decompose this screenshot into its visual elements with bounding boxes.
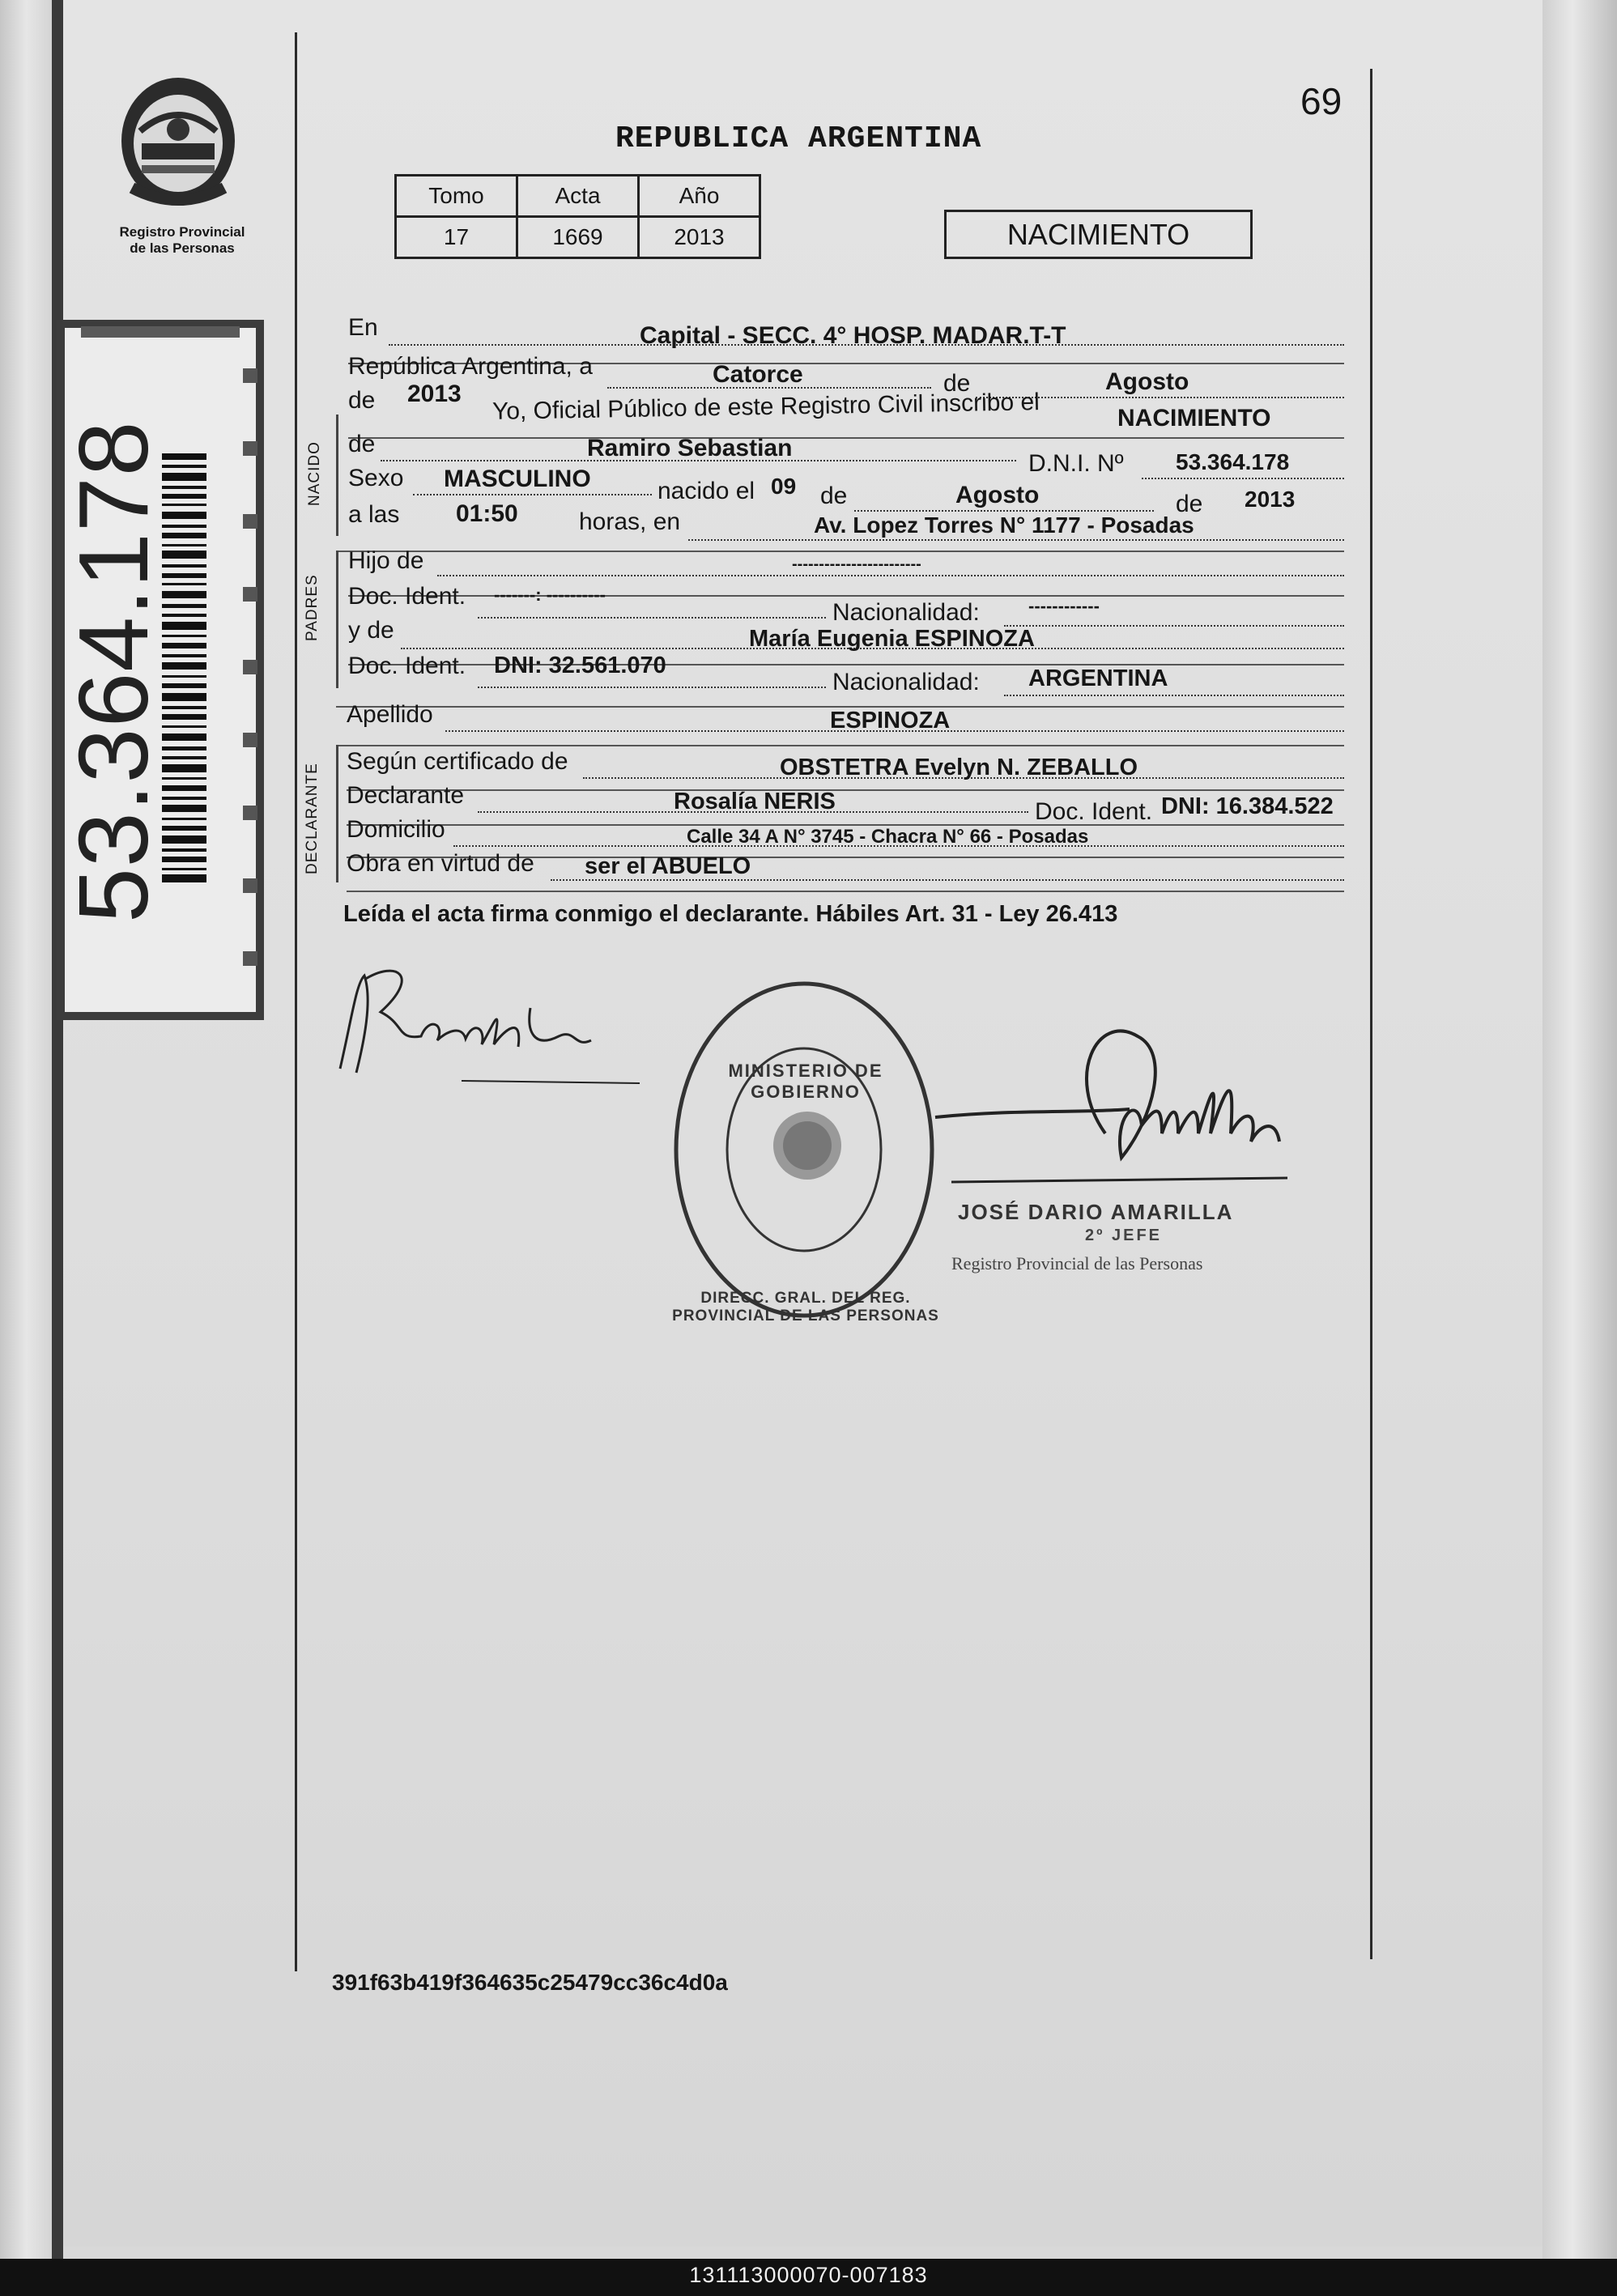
record-table [394,174,761,259]
footer-id: 131113000070-007183 [689,2263,928,2287]
dotted-line [1004,625,1344,627]
nacido-el-label: nacido el [657,478,755,504]
dotted-line [854,510,1154,512]
page-edge [1543,0,1617,2259]
dotted-line [478,687,826,688]
provincial-crest [116,74,241,216]
hijo-label: Hijo de [348,547,424,574]
doc1-value: -------: ---------- [494,585,606,605]
mother-name: María Eugenia ESPINOZA [749,626,1035,652]
de-label: de [820,483,848,509]
horas-label: horas, en [579,508,681,535]
en-label: En [348,314,378,341]
sexo-value: MASCULINO [444,466,591,492]
acta-header: Acta [517,176,639,217]
de-label: de [348,387,376,414]
declarant-signature [332,951,648,1097]
dotted-line [437,575,1344,576]
section-bracket [336,551,338,688]
birth-day: 09 [771,474,797,499]
dotted-line [1004,695,1344,696]
child-name: Ramiro Sebastian [587,435,793,461]
nacionalidad1-label: Nacionalidad: [832,599,980,626]
dotted-line [478,617,826,619]
right-frame-rule [1370,69,1372,1959]
certificado-value: OBSTETRA Evelyn N. ZEBALLO [780,755,1138,780]
act-value: NACIMIENTO [1117,405,1271,432]
sexo-label: Sexo [348,465,404,491]
registry-caption [89,224,275,257]
de-label: de [1176,491,1203,517]
birth-month: Agosto [955,482,1040,508]
line [347,891,1344,892]
en-value: Capital - SECC. 4° HOSP. MADAR.T-T [640,322,1066,349]
anio-value: 2013 [639,217,760,258]
closing-statement: Leída el acta firma conmigo el declarante. Hábiles Art. 31 - Ley 26.413 [343,901,1118,927]
official-signature [919,1020,1291,1214]
declarante-dni: DNI: 16.384.522 [1161,793,1334,819]
dni-label: D.N.I. Nº [1028,450,1124,477]
de-label: de [943,370,971,397]
barcode-number-text: 53.364.178 [58,420,168,923]
mother-nationality: ARGENTINA [1028,665,1168,691]
obra-value: ser el ABUELO [585,853,751,879]
acta-value: 1669 [517,217,639,258]
certificado-label: Según certificado de [347,748,568,775]
tomo-header: Tomo [396,176,517,217]
official-office: Registro Provincial de las Personas [951,1253,1203,1273]
section-bracket [336,415,338,536]
doc2-label: Doc. Ident. [348,653,466,679]
hijo-value: ------------------------ [792,555,921,573]
anio-header: Año [639,176,760,217]
tomo-value: 17 [396,217,517,258]
page-number: 69 [1300,80,1343,122]
declarante-section-label: DECLARANTE [304,763,321,874]
document-title: REPUBLICA ARGENTINA [615,121,982,156]
nacido-section-label: NACIDO [306,441,323,506]
y-de-label: y de [348,617,394,644]
dotted-line [688,539,1344,541]
domicilio-value: Calle 34 A N° 3745 - Chacra N° 66 - Posadas [687,826,1089,848]
registry-caption-line2: de las Personas [130,240,235,256]
birth-year: 2013 [1245,487,1296,512]
birth-time: 01:50 [456,500,518,527]
stamp-text [668,976,943,1324]
birth-place: Av. Lopez Torres N° 1177 - Posadas [814,512,1194,538]
dotted-line [413,494,652,495]
oficial-text: Yo, Oficial Público de este Registro Civil inscribo el [491,389,1040,425]
section-bracket [336,745,338,882]
month-value: Agosto [1105,368,1189,395]
mother-dni: DNI: 32.561.070 [494,653,666,678]
official-role: 2º JEFE [1085,1227,1163,1244]
line [336,551,1344,552]
stamp-ring-text: DIRECC. GRAL. DEL REG. PROVINCIAL DE LAS PERSONAS [672,1290,939,1324]
line [348,437,1344,439]
year-value: 2013 [407,381,462,407]
alas-label: a las [348,501,400,528]
crest-emblem-icon [116,74,241,208]
registry-caption-line1: Registro Provincial [119,224,245,240]
stamp-inner-text: MINISTERIO DE GOBIERNO [728,1061,883,1102]
line [336,745,1344,746]
document-hash: 391f63b419f364635c25479cc36c4d0a [332,1970,728,1995]
line [347,789,1344,791]
padres-section-label: PADRES [304,574,321,641]
obra-label: Obra en virtud de [347,850,534,877]
dotted-line [1142,478,1344,479]
official-name: JOSÉ DARIO AMARILLA [958,1200,1234,1224]
declarante-label: Declarante [347,782,465,809]
day-word: Catorce [713,361,803,388]
left-frame-rule [295,32,297,1971]
apellido-label: Apellido [347,701,433,728]
nacionalidad1-value: ------------ [1028,596,1100,616]
doc1-label: Doc. Ident. [348,583,466,610]
child-dni: 53.364.178 [1176,449,1290,474]
record-type-box: NACIMIENTO [944,210,1253,259]
book-spine [0,0,58,2259]
domicilio-label: Domicilio [347,816,445,843]
nacido-de-label: de [348,431,376,457]
nacionalidad2-label: Nacionalidad: [832,669,980,695]
apellido-value: ESPINOZA [830,708,951,733]
declarante-doc-label: Doc. Ident. [1035,798,1153,825]
republica-label: República Argentina, a [348,353,593,380]
declarante-name: Rosalía NERIS [674,789,836,814]
